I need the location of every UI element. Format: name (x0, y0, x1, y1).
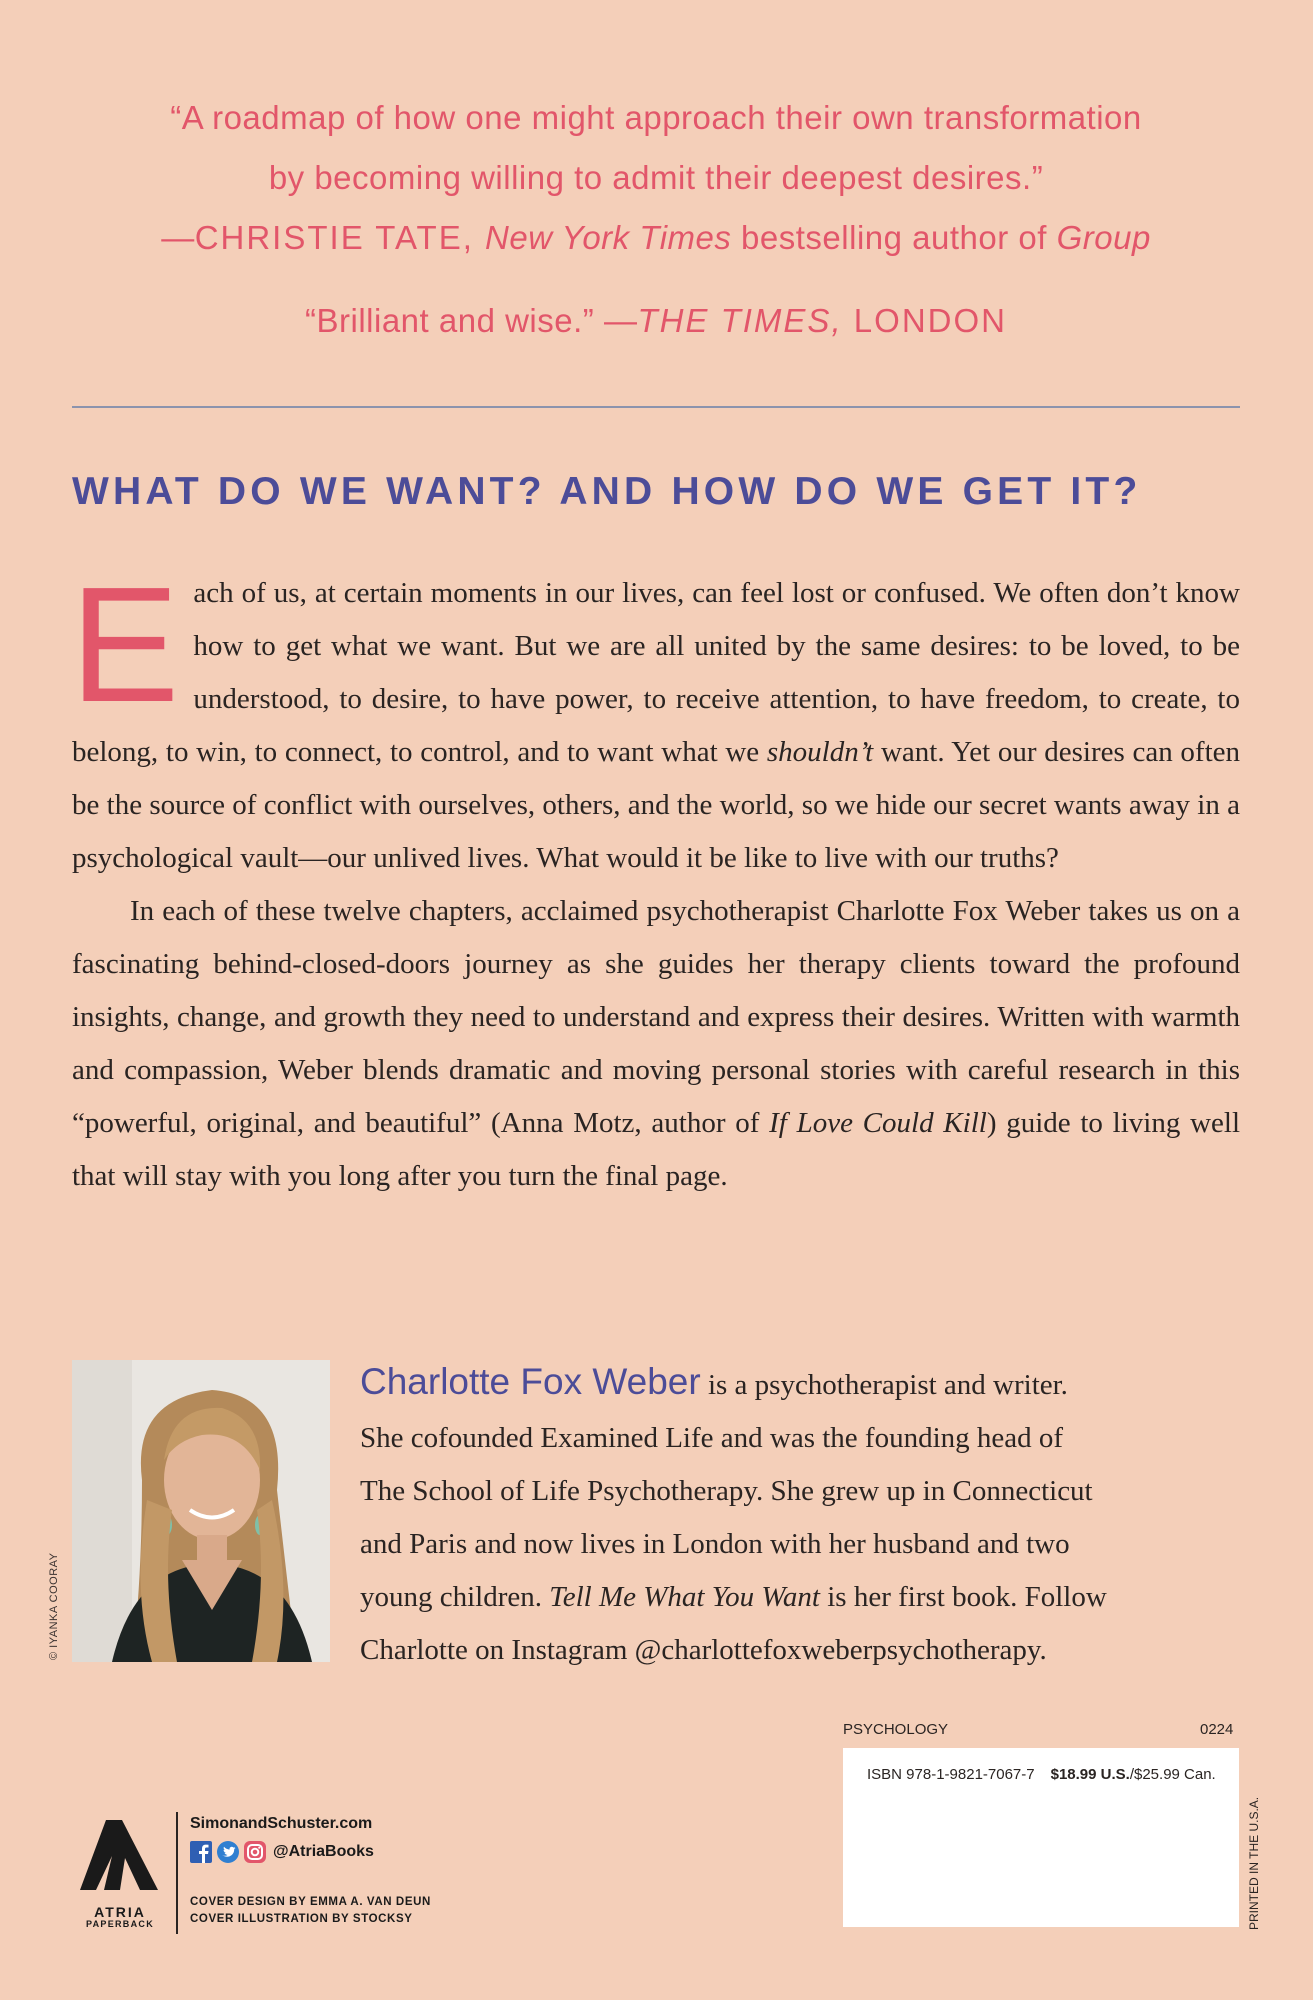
description-paragraph-2: In each of these twelve chapters, acclaimed psychotherapist Charlotte Fox Weber takes us on a fascinating behind-closed-doors journey as she guides her therapy clients toward the profound insights, change, and growth they need to understand and express their desires. Written with warmth and compassion, Weber blends dramatic and moving personal stories with careful research in this “powerful, original, and beautiful” (Anna Motz, author of If Love Could Kill) guide to living well that will stay with you long after you turn the final page. (72, 895, 1241, 1192)
publisher-divider (176, 1812, 178, 1934)
book-description (70, 553, 1241, 1203)
drop-cap: E (70, 553, 180, 736)
facebook-icon[interactable] (190, 1841, 212, 1863)
isbn: ISBN 978-1-9821-7067-7 (867, 1766, 1035, 1783)
design-credits: COVER DESIGN BY EMMA A. VAN DEUN COVER ILLUSTRATION BY STOCKSY (190, 1896, 431, 1925)
quote-line: by becoming willing to admit their deepest desires.” (268, 159, 1044, 196)
author-photo (72, 1360, 330, 1662)
author-bio: Charlotte Fox Weber is a psychotherapist and writer. She cofounded Examined Life and was the founding head of The School of Life Psychotherapy. She grew up in Connecticut and Paris and now lives in London with her husband and two young children. Tell Me What You Want is her first book. Follow Charlotte on Instagram @charlottefoxweberpsychotherapy. (360, 1361, 1107, 1666)
headline: WHAT DO WE WANT? AND HOW DO WE GET IT? (72, 470, 1142, 513)
author-portrait-illustration (72, 1360, 330, 1662)
publisher-logo-sub: PAPERBACK (85, 1919, 155, 1929)
quote-christie-tate (72, 88, 1240, 268)
quote-location: LONDON (842, 302, 1007, 339)
divider (72, 406, 1240, 408)
category-label: PSYCHOLOGY (843, 1721, 949, 1738)
photo-credit: © IYANKA COORAY (48, 1552, 60, 1660)
publisher-url[interactable]: SimonandSchuster.com (190, 1815, 373, 1832)
author-name: Charlotte Fox Weber (360, 1361, 701, 1402)
printed-in: PRINTED IN THE U.S.A. (1247, 1796, 1261, 1930)
isbn-price-line (867, 1766, 1216, 1783)
quote-line: “A roadmap of how one might approach their own transformation (170, 99, 1142, 136)
price-can: /$25.99 Can. (1129, 1766, 1216, 1783)
quote-the-times: “Brilliant and wise.” —THE TIMES, LONDON (305, 302, 1007, 339)
instagram-icon[interactable] (244, 1841, 266, 1863)
quote-attribution: —CHRISTIE TATE, New York Times bestselling author of Group (161, 219, 1151, 256)
quote-text: “Brilliant and wise.” (305, 302, 604, 339)
description-paragraph-1: Each of us, at certain moments in our lives, can feel lost or confused. We often don’t know how to get what we want. But we are all united by the same desires: to be loved, to be understood, to desire, to have power, to receive attention, to have freedom, to create, to belong, to win, to connect, to control, and to want what we shouldn’t want. Yet our desires can often be the source of conflict with ourselves, others, and the world, so we hide our secret wants away in a psychological vault—our unlived lives. What would it be like to live with our truths? (70, 553, 1241, 874)
social-links (190, 1840, 374, 1864)
quote-source: THE TIMES, (637, 302, 843, 339)
price-us: $18.99 U.S. (1050, 1766, 1130, 1783)
publisher-logo-word: ATRIA (94, 1904, 146, 1920)
twitter-icon[interactable] (217, 1841, 239, 1863)
category-code: 0224 (1200, 1721, 1234, 1738)
social-handle[interactable]: @AtriaBooks (273, 1843, 374, 1860)
